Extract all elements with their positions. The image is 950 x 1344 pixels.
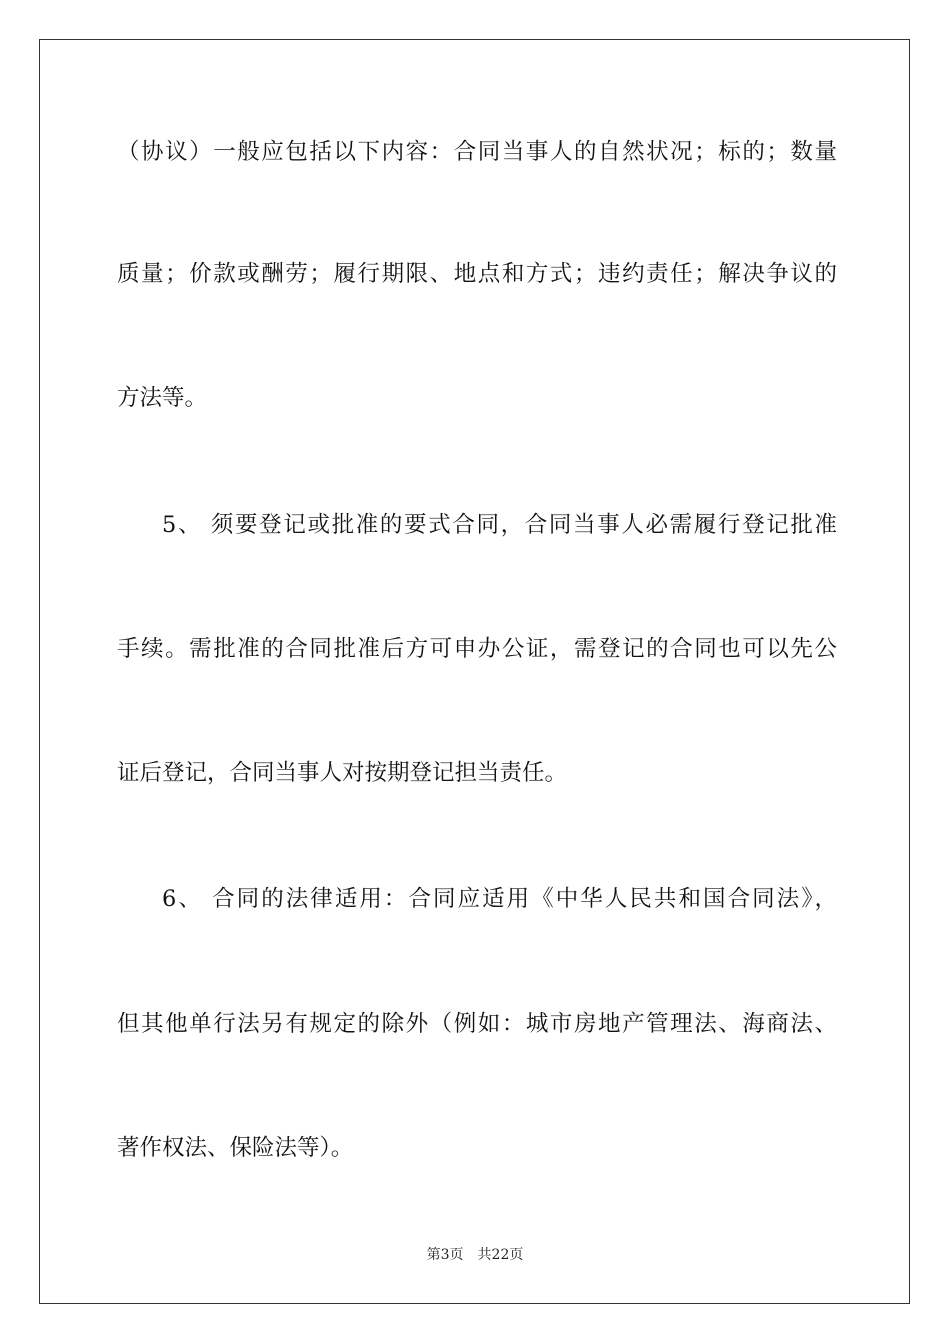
paragraph-line-2: 质量；价款或酬劳；履行期限、地点和方式；违约责任；解决争议的	[117, 261, 837, 287]
item-6-line-1: 6、 合同的法律适用：合同应适用《中华人民共和国合同法》，	[162, 886, 837, 912]
total-pages: 共22页	[477, 1247, 524, 1263]
item-6-line-3: 著作权法、保险法等）。	[117, 1135, 354, 1161]
item-6-line-2: 但其他单行法另有规定的除外（例如：城市房地产管理法、海商法、	[117, 1011, 837, 1037]
paragraph-line-3: 方法等。	[117, 385, 208, 411]
page-footer	[0, 1246, 950, 1264]
page-number: 第3页	[426, 1247, 464, 1263]
item-5-line-1: 5、 须要登记或批准的要式合同，合同当事人必需履行登记批准	[162, 512, 837, 538]
page-frame	[39, 39, 910, 1304]
item-5-line-2: 手续。需批准的合同批准后方可申办公证，需登记的合同也可以先公	[117, 636, 837, 662]
item-5-line-3: 证后登记，合同当事人对按期登记担当责任。	[117, 760, 568, 786]
paragraph-line-1: （协议）一般应包括以下内容：合同当事人的自然状况；标的；数量	[117, 139, 837, 165]
